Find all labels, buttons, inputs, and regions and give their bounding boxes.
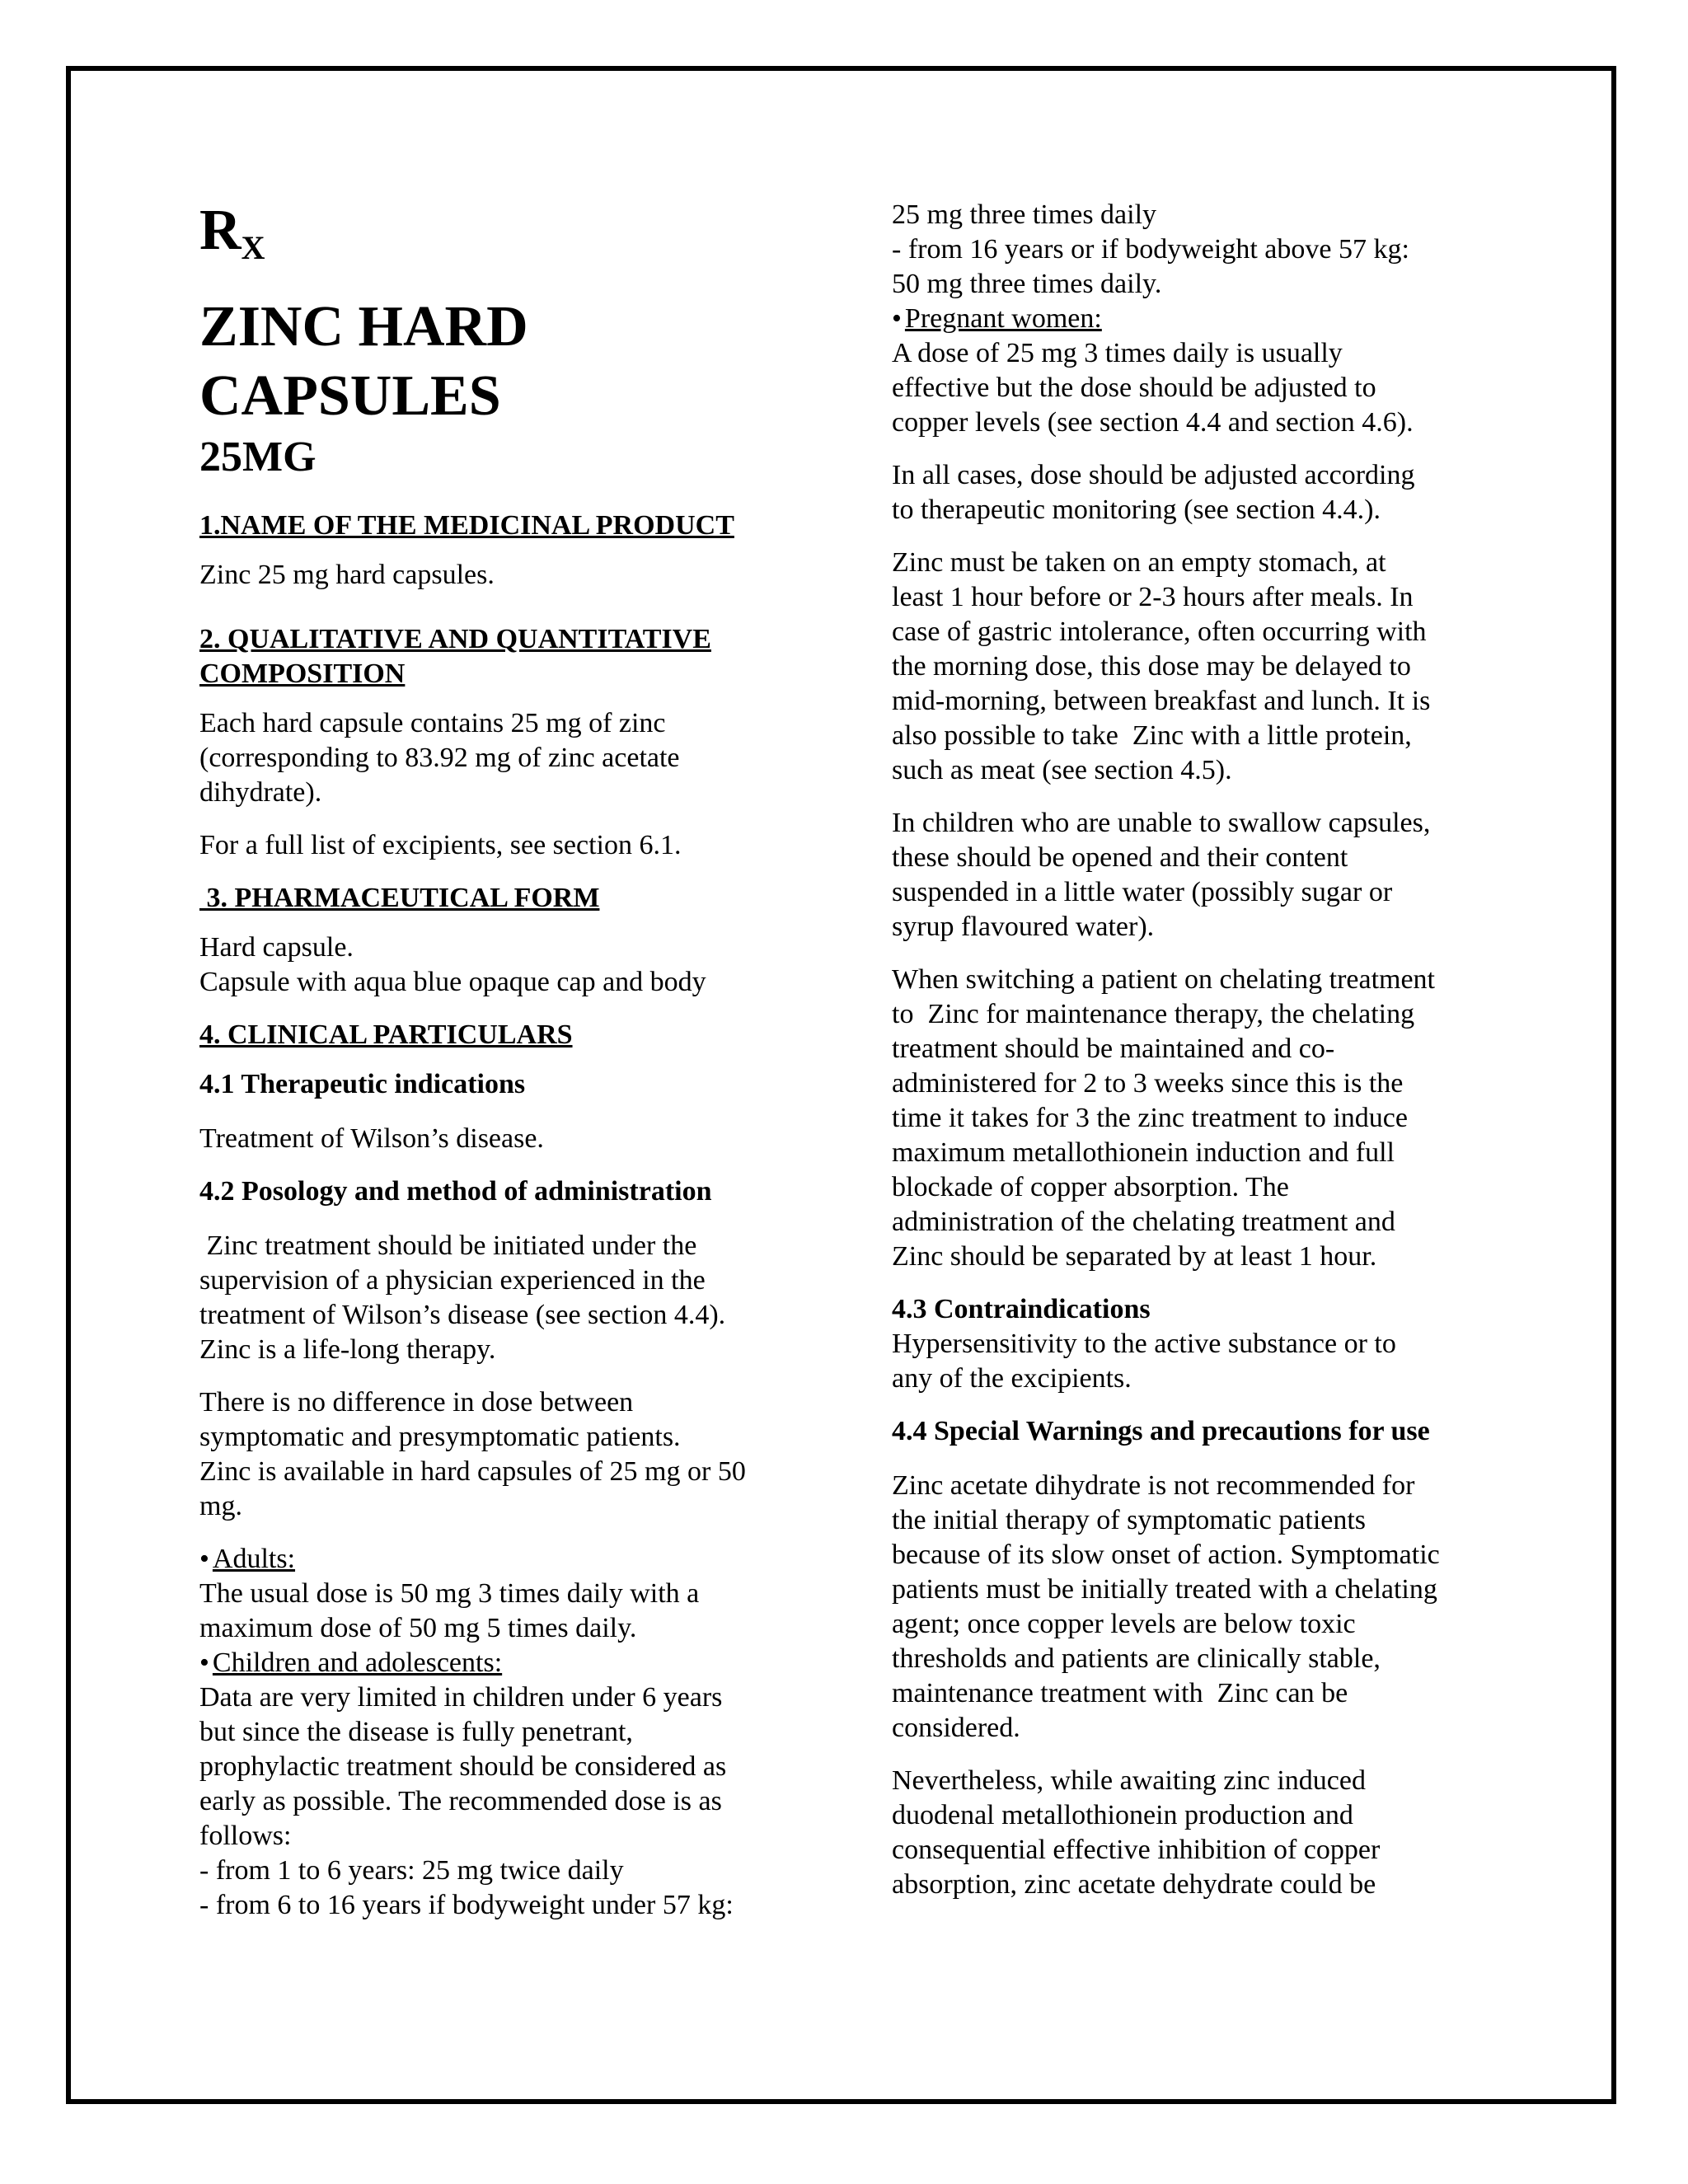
text-line: Capsule with aqua blue opaque cap and body [199, 967, 706, 997]
bullet-item-adults [199, 1542, 826, 1577]
text-line: - from 6 to 16 years if bodyweight under 57 kg: [199, 1890, 734, 1920]
text-line: the morning dose, this dose may be delayed to [892, 651, 1411, 682]
rx-symbol [199, 198, 826, 281]
text-line: maximum metallothionein induction and full [892, 1137, 1395, 1168]
text-line: - from 16 years or if bodyweight above 57 kg: [892, 234, 1409, 265]
section-4-2-paragraph-1 [199, 1229, 826, 1367]
text-line: maintenance treatment with Zinc can be [892, 1678, 1348, 1708]
section-4-2-heading: 4.2 Posology and method of administration [199, 1176, 712, 1207]
text-line: also possible to take Zinc with a little protein, [892, 720, 1412, 751]
text-line: Nevertheless, while awaiting zinc induced [892, 1765, 1366, 1796]
right-column [892, 198, 1502, 1920]
text-line: In all cases, dose should be adjusted according [892, 460, 1415, 490]
text-line: such as meat (see section 4.5). [892, 755, 1232, 785]
bullet-label: Pregnant women: [904, 303, 1102, 334]
section-2-heading-line: COMPOSITION [199, 658, 406, 689]
text-line: Each hard capsule contains 25 mg of zinc [199, 708, 666, 738]
text-line: Data are very limited in children under 6 years [199, 1682, 723, 1713]
text-line: duodenal metallothionein production and [892, 1800, 1353, 1830]
section-4-4-paragraph-2 [892, 1764, 1502, 1902]
text-line: mg. [199, 1491, 242, 1521]
switching-paragraph [892, 963, 1502, 1274]
section-4-3 [892, 1292, 1502, 1396]
text-line: Hard capsule. [199, 932, 354, 963]
text-line: any of the excipients. [892, 1363, 1132, 1394]
children-dose-continuation [892, 198, 1502, 302]
text-line: administered for 2 to 3 weeks since this is the [892, 1068, 1404, 1099]
text-line: but since the disease is fully penetrant, [199, 1717, 633, 1747]
text-line: the initial therapy of symptomatic patients [892, 1505, 1367, 1535]
text-line: mid-morning, between breakfast and lunch. It is [892, 686, 1431, 716]
text-line: Hypersensitivity to the active substance or to [892, 1329, 1396, 1359]
text-line: Zinc must be taken on an empty stomach, at [892, 547, 1386, 578]
text-line: agent; once copper levels are below toxic [892, 1609, 1356, 1639]
text-line: dihydrate). [199, 777, 322, 808]
text-line: follows: [199, 1821, 292, 1851]
text-line: Zinc is available in hard capsules of 25 mg or 50 [199, 1456, 746, 1487]
text-line: treatment of Wilson’s disease (see section 4.4). [199, 1300, 726, 1330]
text-line: A dose of 25 mg 3 times daily is usually [892, 338, 1343, 368]
text-line: administration of the chelating treatment and [892, 1207, 1395, 1237]
text-line: considered. [892, 1713, 1020, 1743]
text-line: case of gastric intolerance, often occurring with [892, 616, 1427, 647]
section-4-4-paragraph-1 [892, 1469, 1502, 1746]
dosing-groups [199, 1542, 826, 1923]
text-line: time it takes for 3 the zinc treatment to induce [892, 1103, 1408, 1133]
text-line: supervision of a physician experienced in the [199, 1265, 706, 1296]
text-line: to therapeutic monitoring (see section 4.4.). [892, 494, 1381, 525]
text-line: patients must be initially treated with a chelating [892, 1574, 1437, 1605]
product-title-line2: CAPSULES [199, 364, 501, 428]
bullet-icon: • [892, 303, 902, 334]
text-line: thresholds and patients are clinically stable, [892, 1643, 1381, 1674]
text-line: copper levels (see section 4.4 and section 4.6). [892, 407, 1414, 438]
rx-sub: X [241, 229, 265, 266]
section-3-heading: 3. PHARMACEUTICAL FORM [199, 883, 600, 913]
text-line: absorption, zinc acetate dehydrate could be [892, 1869, 1376, 1900]
text-line: syrup flavoured water). [892, 912, 1155, 942]
bullet-label: Adults: [212, 1544, 296, 1574]
bullet-icon: • [199, 1647, 209, 1678]
text-line: - from 1 to 6 years: 25 mg twice daily [199, 1855, 624, 1886]
empty-stomach-paragraph [892, 546, 1502, 788]
bullet-item-children [199, 1646, 826, 1680]
pregnant-women-block [892, 302, 1502, 440]
text-line: prophylactic treatment should be considered as [199, 1751, 727, 1782]
text-line: suspended in a little water (possibly sugar or [892, 877, 1393, 907]
text-line: Zinc should be separated by at least 1 hour. [892, 1241, 1377, 1272]
bullet-label: Children and adolescents: [212, 1647, 503, 1678]
text-line: 25 mg three times daily [892, 199, 1157, 230]
text-line: There is no difference in dose between [199, 1387, 634, 1418]
text-line: treatment should be maintained and co- [892, 1033, 1335, 1064]
text-line: symptomatic and presymptomatic patients. [199, 1422, 681, 1452]
rx-main: R [199, 199, 241, 262]
section-4-1-text: Treatment of Wilson’s disease. [199, 1123, 544, 1154]
excipients-note: For a full list of excipients, see section 6.1. [199, 830, 682, 860]
text-line: The usual dose is 50 mg 3 times daily with a [199, 1578, 700, 1609]
text-line: least 1 hour before or 2-3 hours after meals. In [892, 582, 1414, 612]
text-line: Zinc treatment should be initiated under the [199, 1230, 697, 1261]
text-line: effective but the dose should be adjusted to [892, 373, 1376, 403]
text-line: maximum dose of 50 mg 5 times daily. [199, 1613, 637, 1643]
section-2-paragraph [199, 706, 826, 810]
section-4-3-heading: 4.3 Contraindications [892, 1294, 1151, 1324]
section-1-text: Zinc 25 mg hard capsules. [199, 560, 495, 590]
swallow-paragraph [892, 806, 1502, 944]
text-line: these should be opened and their content [892, 842, 1348, 873]
section-4-heading: 4. CLINICAL PARTICULARS [199, 1019, 573, 1050]
text-line: consequential effective inhibition of copper [892, 1835, 1381, 1865]
product-strength: 25MG [199, 434, 316, 480]
section-1-heading: 1.NAME OF THE MEDICINAL PRODUCT [199, 510, 734, 541]
text-line: 50 mg three times daily. [892, 269, 1162, 299]
text-line: In children who are unable to swallow capsules, [892, 808, 1431, 838]
text-line: When switching a patient on chelating treatment [892, 964, 1435, 995]
section-4-2-paragraph-2 [199, 1385, 826, 1524]
section-2-heading [199, 622, 826, 691]
text-line: Zinc acetate dihydrate is not recommended for [892, 1470, 1415, 1501]
section-3-paragraph [199, 930, 826, 1000]
section-2-heading-line: 2. QUALITATIVE AND QUANTITATIVE [199, 624, 711, 654]
section-4-1-heading: 4.1 Therapeutic indications [199, 1069, 526, 1099]
section-4-4-heading: 4.4 Special Warnings and precautions for use [892, 1416, 1430, 1446]
text-line: early as possible. The recommended dose is as [199, 1786, 722, 1816]
bullet-icon: • [199, 1544, 209, 1574]
text-line: blockade of copper absorption. The [892, 1172, 1289, 1202]
text-line: Zinc is a life-long therapy. [199, 1334, 496, 1365]
text-line: to Zinc for maintenance therapy, the chelating [892, 999, 1415, 1029]
all-cases-paragraph [892, 458, 1502, 527]
bullet-item-pregnant [892, 302, 1502, 336]
text-line: (corresponding to 83.92 mg of zinc acetate [199, 743, 680, 773]
left-column [199, 198, 826, 1923]
product-title-line1: ZINC HARD [199, 295, 528, 359]
text-line: because of its slow onset of action. Symptomatic [892, 1540, 1440, 1570]
